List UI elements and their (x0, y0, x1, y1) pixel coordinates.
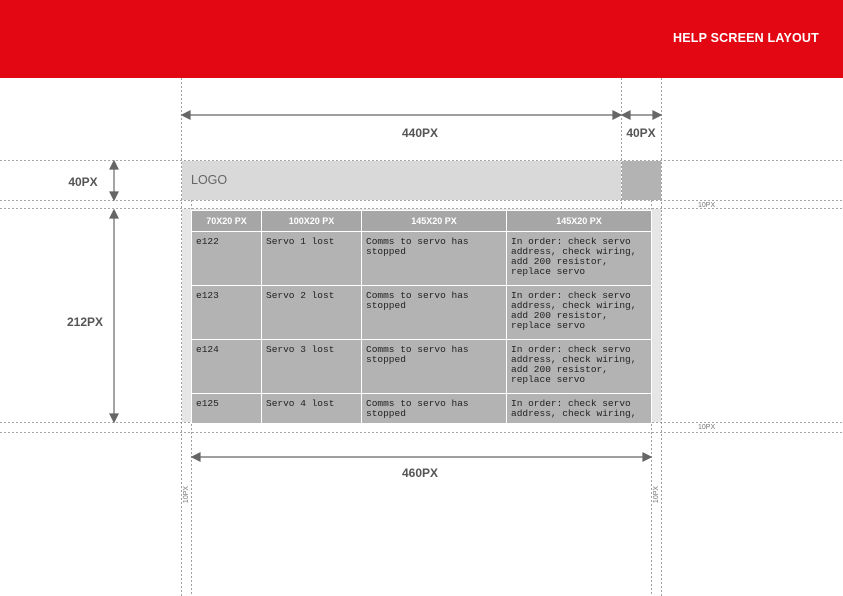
column-header-name: 100X20 PX (262, 211, 362, 232)
table-row (192, 340, 652, 394)
table-row (192, 394, 652, 424)
dimension-440: 440PX (401, 126, 439, 140)
error-code: e122 (192, 232, 262, 286)
error-message: Comms to servo has stopped (362, 394, 507, 424)
error-code: e125 (192, 394, 262, 424)
page-title: HELP SCREEN LAYOUT (673, 31, 819, 45)
error-name: Servo 3 lost (262, 340, 362, 394)
error-action: In order: check servo address, check wiring, (507, 394, 652, 424)
dimension-40-width: 40PX (626, 126, 656, 140)
error-action: In order: check servo address, check wiring, add 200 resistor, replace servo (507, 286, 652, 340)
dimension-10-left: 10PX (183, 485, 191, 504)
error-message: Comms to servo has stopped (362, 232, 507, 286)
error-name: Servo 2 lost (262, 286, 362, 340)
dimension-460: 460PX (401, 466, 439, 480)
dimension-10-top: 10PX (698, 202, 716, 209)
dimension-40-height: 40PX (68, 175, 98, 189)
error-name: Servo 1 lost (262, 232, 362, 286)
table-header-row (192, 211, 652, 232)
dimension-10-bottom: 10PX (698, 424, 716, 431)
column-header-action: 145X20 PX (507, 211, 652, 232)
error-code: e123 (192, 286, 262, 340)
column-header-code: 70X20 PX (192, 211, 262, 232)
error-message: Comms to servo has stopped (362, 286, 507, 340)
logo-bar (182, 161, 621, 200)
header-banner (0, 0, 843, 78)
logo-side-box (622, 161, 661, 200)
help-table (191, 210, 652, 424)
logo-label: LOGO (191, 173, 228, 187)
dimension-10-right: 10PX (653, 485, 661, 504)
error-name: Servo 4 lost (262, 394, 362, 424)
dimension-212-height: 212PX (66, 315, 104, 329)
error-action: In order: check servo address, check wiring, add 200 resistor, replace servo (507, 232, 652, 286)
error-message: Comms to servo has stopped (362, 340, 507, 394)
table-row (192, 286, 652, 340)
error-code: e124 (192, 340, 262, 394)
column-header-message: 145X20 PX (362, 211, 507, 232)
table-row (192, 232, 652, 286)
error-action: In order: check servo address, check wiring, add 200 resistor, replace servo (507, 340, 652, 394)
